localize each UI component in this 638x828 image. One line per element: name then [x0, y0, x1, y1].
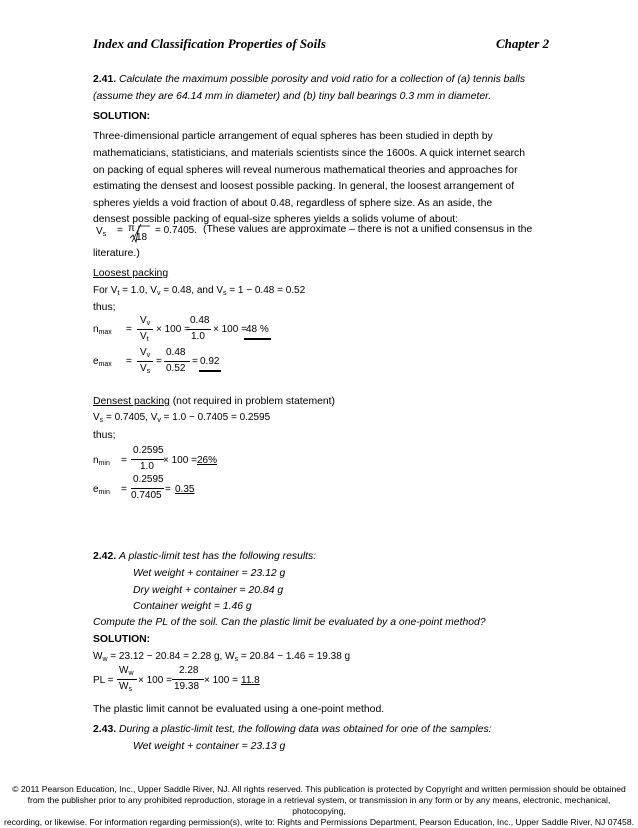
emax-eq2: = — [156, 356, 162, 367]
footer-line: recording, or likewise. For information regarding permission(s), write to: Rights and Permissions Department, Pearson Education, Inc., Upper Saddle River, NJ 07458. — [3, 817, 634, 827]
problem-241-question — [93, 72, 525, 89]
pl-label: PL = — [93, 675, 114, 686]
thus-label: thus; — [93, 302, 116, 313]
loosest-heading: Loosest packing — [93, 268, 169, 279]
emin-eq: = — [121, 484, 127, 495]
fraction-bar — [187, 329, 211, 330]
paragraph-line: literature.) — [93, 248, 140, 259]
question-line: (assume they are 64.14 mm in diameter) and (b) tiny ball bearings 0.3 mm in diameter. — [93, 91, 492, 102]
pl-mult2: × 100 = — [204, 675, 238, 686]
fraction-bar — [172, 679, 204, 680]
nmin-num: 0.2595 — [133, 445, 164, 456]
pl-result: 11.8 — [241, 675, 260, 686]
paragraph-line: on packing of equal spheres will reveal numerous mathematical theories and approaches for — [93, 165, 518, 176]
paragraph-line: densest possible packing of equal-size spheres yields a solids volume of about: — [93, 214, 459, 225]
paragraph-line: spheres yields a void fraction of about 0.48, regardless of sphere size. As an aside, the — [93, 198, 493, 209]
problem-number: 2.42. — [93, 551, 117, 562]
pl-den: $W_s$ — [119, 681, 132, 693]
fraction-bar — [131, 459, 164, 460]
emax-label: $e_{max}$ — [93, 356, 112, 368]
emin-eq2: = — [165, 484, 171, 495]
nmax-mult: × 100 = — [156, 324, 190, 335]
problem-242-question: 2.42. A plastic-limit test has the following results: — [93, 551, 317, 562]
running-header-chapter: Chapter 2 — [496, 36, 550, 51]
densest-heading: Densest packing (not required in problem statement) — [93, 396, 336, 407]
vs-equals: = — [117, 225, 123, 236]
nmin-result: 26% — [197, 455, 218, 466]
nmin-label: $n_{min}$ — [93, 455, 110, 467]
copyright-footer — [0, 784, 638, 828]
nmin-den: 1.0 — [140, 461, 154, 472]
fraction-bar — [164, 361, 190, 362]
result-double-underline — [199, 370, 221, 372]
paragraph-line: Three-dimensional particle arrangement of equal spheres has been studied in depth by — [93, 131, 493, 142]
vs-note: (These values are approximate – there is not a unified consensus in the — [203, 224, 533, 235]
running-header-title: Index and Classification Properties of Soils — [93, 36, 326, 51]
emin-num: 0.2595 — [133, 474, 164, 485]
footer-line: from the publisher prior to any prohibited reproduction, storage in a retrieval system, or transmission in any form or by any means, electronic, mechanical, photocopying, — [27, 795, 611, 816]
emax-num2: 0.48 — [166, 347, 186, 358]
fraction-bar — [137, 361, 153, 362]
nmax-num2: 0.48 — [190, 315, 210, 326]
emax-den: $V_s$ — [140, 363, 151, 375]
root-value: 18 — [136, 232, 148, 243]
emin-den: 0.7405 — [131, 490, 162, 501]
nmin-mult: × 100 = — [163, 455, 197, 466]
vs-result: = 0.7405. — [155, 225, 197, 236]
emax-result: 0.92 — [200, 356, 220, 367]
nmax-frac-den: $V_t$ — [140, 331, 149, 343]
emin-result: 0.35 — [175, 484, 195, 495]
densest-values: $V_s = 0.7405$, $V_v = 1.0 - 0.7405 = 0.2595$ — [93, 412, 271, 424]
nmax-den2: 1.0 — [191, 331, 205, 342]
emax-eq3: = — [192, 356, 198, 367]
footer-line: © 2011 Pearson Education, Inc., Upper Saddle River, NJ. All rights reserved. This publication is protected by Copyright and written permission should be obtained — [12, 784, 626, 794]
paragraph-line: mathematicians, statisticians, and materials scientists since the 1600s. A quick internet search — [93, 148, 525, 159]
pl-num: $W_w$ — [119, 665, 134, 677]
fraction-bar — [117, 679, 137, 680]
nmax-frac-num: $V_v$ — [140, 315, 151, 327]
loosest-values: For $V_t = 1.0$, $V_v = 0.48$, and $V_s = 1 - 0.48 = 0.52$ — [93, 285, 306, 297]
pl-num2: 2.28 — [179, 665, 199, 676]
problem-243-question: 2.43. During a plastic-limit test, the following data was obtained for one of the samples: — [93, 724, 492, 735]
paragraph-line: estimating the densest and loosest possible packing. In general, the loosest arrangement of — [93, 181, 515, 192]
emax-den2: 0.52 — [166, 363, 186, 374]
problem-number: 2.43. — [93, 724, 117, 735]
problem-number: 2.41. — [93, 74, 117, 85]
vs-equation: $V_s$ — [96, 226, 107, 238]
data-item: Wet weight + container = 23.12 g — [133, 568, 286, 579]
nmin-eq: = — [121, 455, 127, 466]
pl-mult: × 100 = — [138, 675, 172, 686]
nmax-result: 48 % — [246, 324, 269, 335]
solution-label: SOLUTION: — [93, 634, 151, 645]
conclusion: The plastic limit cannot be evaluated using a one-point method. — [93, 704, 385, 715]
fraction-bar — [137, 329, 153, 330]
emin-label: $e_{min}$ — [93, 484, 110, 496]
result-double-underline — [244, 338, 271, 340]
data-item: Wet weight + container = 23.13 g — [133, 741, 286, 752]
question-line: Calculate the maximum possible porosity and void ratio for a collection of (a) tennis balls — [119, 74, 526, 85]
emax-num: $V_v$ — [140, 347, 151, 359]
weights-line: $W_w = 23.12 - 20.84 = 2.28$ g, $W_s = 20.84 - 1.46 = 19.38$ g — [93, 651, 351, 663]
nmax-label: $n_{max}$ — [93, 324, 112, 336]
emax-eq: = — [126, 356, 132, 367]
data-item: Container weight = 1.46 g — [133, 601, 252, 612]
nmax-mult2: × 100 = — [213, 324, 247, 335]
data-item: Dry weight + container = 20.84 g — [133, 585, 284, 596]
solution-label: SOLUTION: — [93, 111, 151, 122]
thus-label: thus; — [93, 430, 116, 441]
pi-symbol: π — [128, 223, 135, 234]
question-line: Compute the PL of the soil. Can the plastic limit be evaluated by a one-point method? — [93, 617, 486, 628]
nmax-eq: = — [126, 324, 132, 335]
pl-den2: 19.38 — [174, 681, 200, 692]
fraction-bar — [131, 488, 164, 489]
